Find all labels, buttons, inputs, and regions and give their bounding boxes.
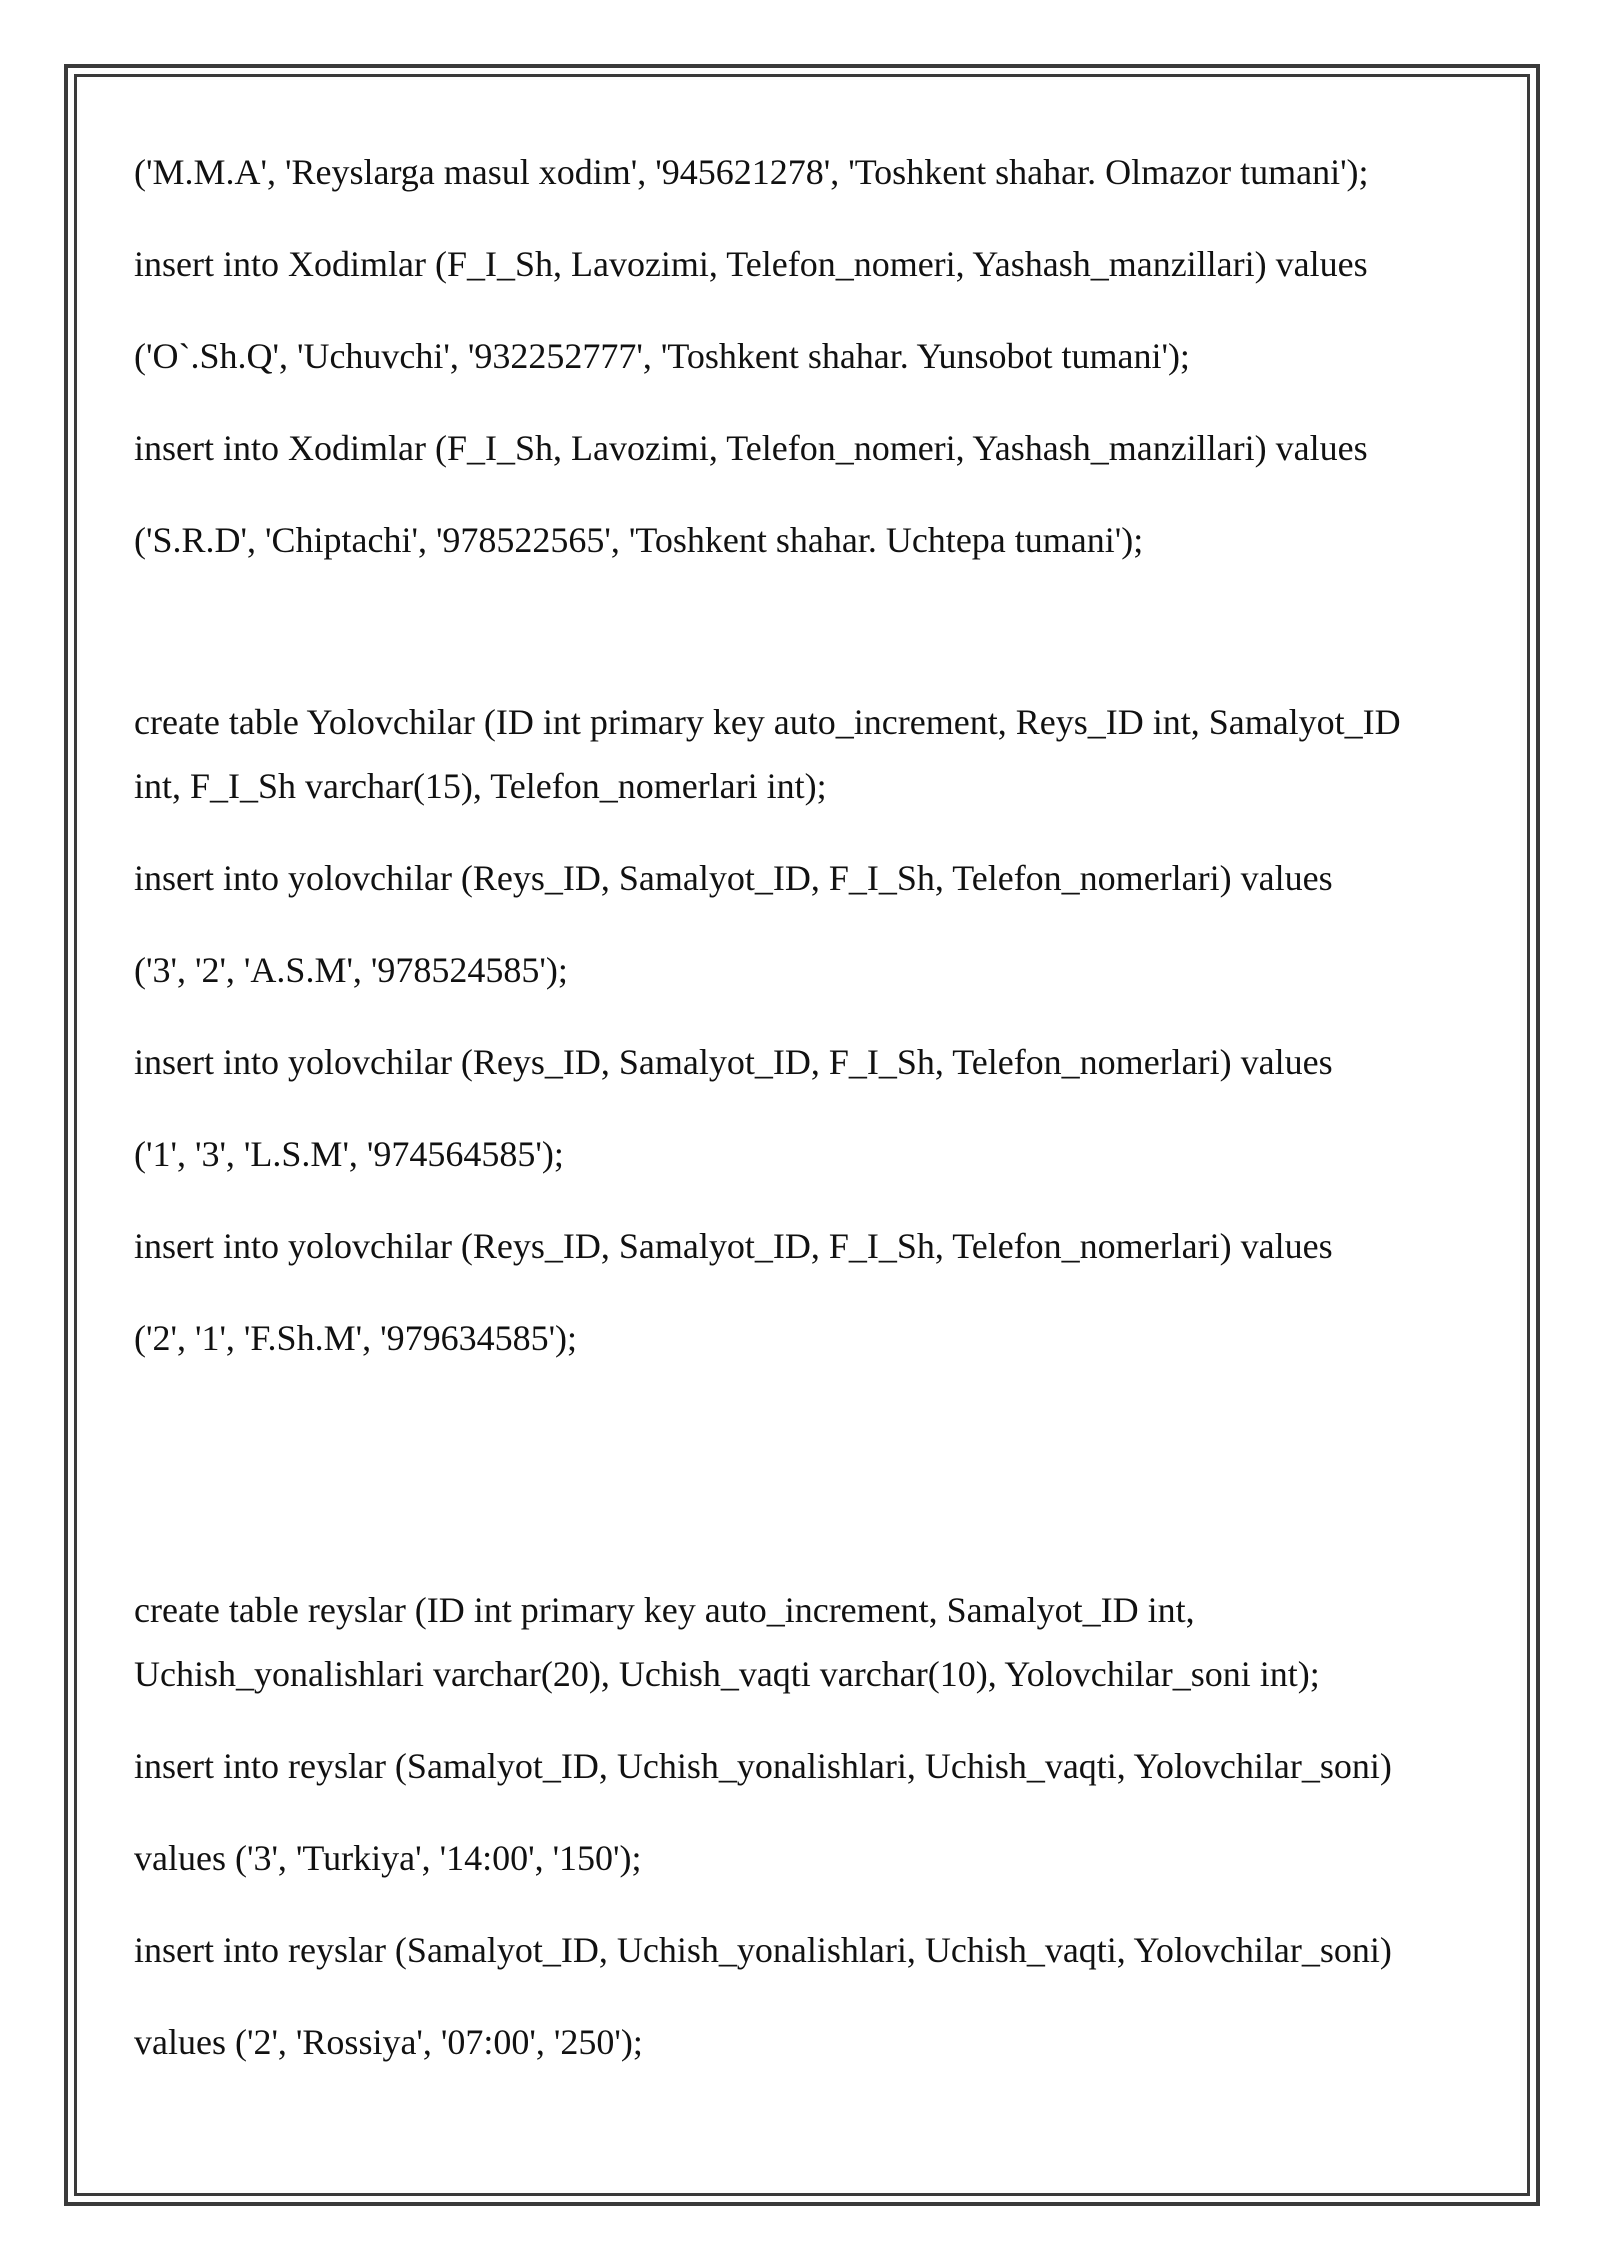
text-line: ('1', '3', 'L.S.M', '974564585');	[134, 1134, 564, 1174]
text-line: int, F_I_Sh varchar(15), Telefon_nomerlari int);	[134, 766, 827, 806]
text-line: insert into reyslar (Samalyot_ID, Uchish_yonalishlari, Uchish_vaqti, Yolovchilar_soni)	[134, 1746, 1392, 1786]
text-line: create table Yolovchilar (ID int primary key auto_increment, Reys_ID int, Samalyot_ID	[134, 702, 1401, 742]
text-line: ('S.R.D', 'Chiptachi', '978522565', 'Toshkent shahar. Uchtepa tumani');	[134, 520, 1144, 560]
text-line: insert into reyslar (Samalyot_ID, Uchish_yonalishlari, Uchish_vaqti, Yolovchilar_soni)	[134, 1930, 1392, 1970]
text-line: ('2', '1', 'F.Sh.M', '979634585');	[134, 1318, 578, 1358]
text-line: insert into Xodimlar (F_I_Sh, Lavozimi, Telefon_nomeri, Yashash_manzillari) values	[134, 428, 1368, 468]
text-line: values ('2', 'Rossiya', '07:00', '250');	[134, 2022, 643, 2062]
text-line: ('3', '2', 'A.S.M', '978524585');	[134, 950, 568, 990]
document-body	[134, 150, 1494, 2064]
text-line: insert into yolovchilar (Reys_ID, Samalyot_ID, F_I_Sh, Telefon_nomerlari) values	[134, 1042, 1333, 1082]
text-line: create table reyslar (ID int primary key auto_increment, Samalyot_ID int,	[134, 1590, 1195, 1630]
text-line: ('O`.Sh.Q', 'Uchuvchi', '932252777', 'Toshkent shahar. Yunsobot tumani');	[134, 336, 1190, 376]
text-line: insert into yolovchilar (Reys_ID, Samalyot_ID, F_I_Sh, Telefon_nomerlari) values	[134, 858, 1333, 898]
text-line: values ('3', 'Turkiya', '14:00', '150');	[134, 1838, 642, 1878]
text-line: ('M.M.A', 'Reyslarga masul xodim', '945621278', 'Toshkent shahar. Olmazor tumani');	[134, 152, 1369, 192]
text-line: Uchish_yonalishlari varchar(20), Uchish_vaqti varchar(10), Yolovchilar_soni int);	[134, 1654, 1320, 1694]
text-line: insert into Xodimlar (F_I_Sh, Lavozimi, Telefon_nomeri, Yashash_manzillari) values	[134, 244, 1368, 284]
text-line: insert into yolovchilar (Reys_ID, Samalyot_ID, F_I_Sh, Telefon_nomerlari) values	[134, 1226, 1333, 1266]
